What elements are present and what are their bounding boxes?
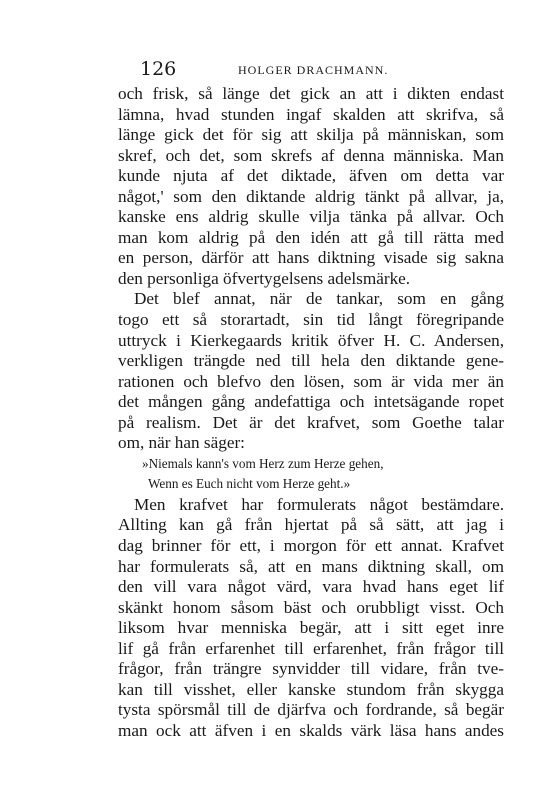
- text-line: dag brinner för ett, i morgon för ett annat. Krafvet: [118, 536, 504, 556]
- text-line: lif gå från erfarenhet till erfarenhet, från frågor till: [118, 638, 504, 658]
- text-line: den vill vara något värd, vara hvad hans eget lif: [118, 577, 504, 597]
- page-number: 126: [140, 58, 177, 80]
- text-line: kunde njuta af det diktade, äfven om detta var: [118, 166, 504, 186]
- text-line: verkligen trängde ned till hela den diktande gene-: [118, 351, 504, 371]
- quote-line: Wenn es Euch nicht vom Herze geht.»: [148, 476, 351, 492]
- text-line: och frisk, så länge det gick an att i dikten endast: [118, 84, 504, 103]
- text-line: uttryck i Kierkegaards kritik öfver H. C. Andersen,: [118, 330, 504, 350]
- text-line: Men krafvet har formulerats något bestämdare.: [134, 494, 504, 514]
- text-line: Det blef annat, när de tankar, som en gång: [134, 289, 504, 309]
- body-text: [118, 84, 504, 742]
- text-line: skref, och det, som skrefs af denna människa. Man: [118, 145, 504, 165]
- quote-line: »Niemals kann's vom Herz zum Herze gehen,: [142, 455, 384, 471]
- text-line: togo ett så storartadt, sin tid långt föregripande: [118, 310, 504, 330]
- text-line: tysta spörsmål till de djärfva och fordrande, så begär: [118, 700, 504, 720]
- text-line: har formulerats så, att en mans diktning skall, om: [118, 556, 504, 576]
- text-line: rationen och blefvo den lösen, som är vida mer än: [118, 371, 504, 391]
- text-line: en person, därför att hans diktning visade sig sakna: [118, 248, 504, 268]
- page-header: [140, 58, 500, 82]
- text-line: kanske ens aldrig skulle vilja tänka på allvar. Och: [118, 207, 504, 227]
- text-line: det mången gång andefattiga och intetsägande ropet: [118, 392, 504, 412]
- text-line: kan till visshet, eller kanske stundom från skygga: [118, 679, 504, 699]
- text-line: Allting kan gå från hjertat på så sätt, att jag i: [118, 515, 504, 535]
- text-line: på realism. Det är det krafvet, som Goethe talar: [118, 412, 504, 432]
- text-line: den personliga öfvertygelsens adelsmärke.: [118, 268, 411, 288]
- text-line: skänkt honom såsom bäst och orubbligt visst. Och: [118, 597, 504, 617]
- text-line: frågor, från trängre synvidder till vidare, från tve-: [118, 659, 504, 679]
- text-line: något,' som den diktande aldrig tänkt på allvar, ja,: [118, 186, 504, 206]
- text-line: lämna, hvad stunden ingaf skalden att skrifva, så: [118, 104, 504, 124]
- text-line: länge gick det för sig att skilja på människan, som: [118, 125, 504, 145]
- text-line: om, när han säger:: [118, 433, 245, 453]
- running-head: HOLGER DRACHMANN.: [238, 63, 389, 77]
- text-line: liksom hvar menniska begär, att i sitt eget inre: [118, 618, 504, 638]
- text-line: man kom aldrig på den idén att gå till rätta med: [118, 227, 504, 247]
- text-line: man ock att äfven i en skalds värk läsa hans andes: [118, 720, 504, 740]
